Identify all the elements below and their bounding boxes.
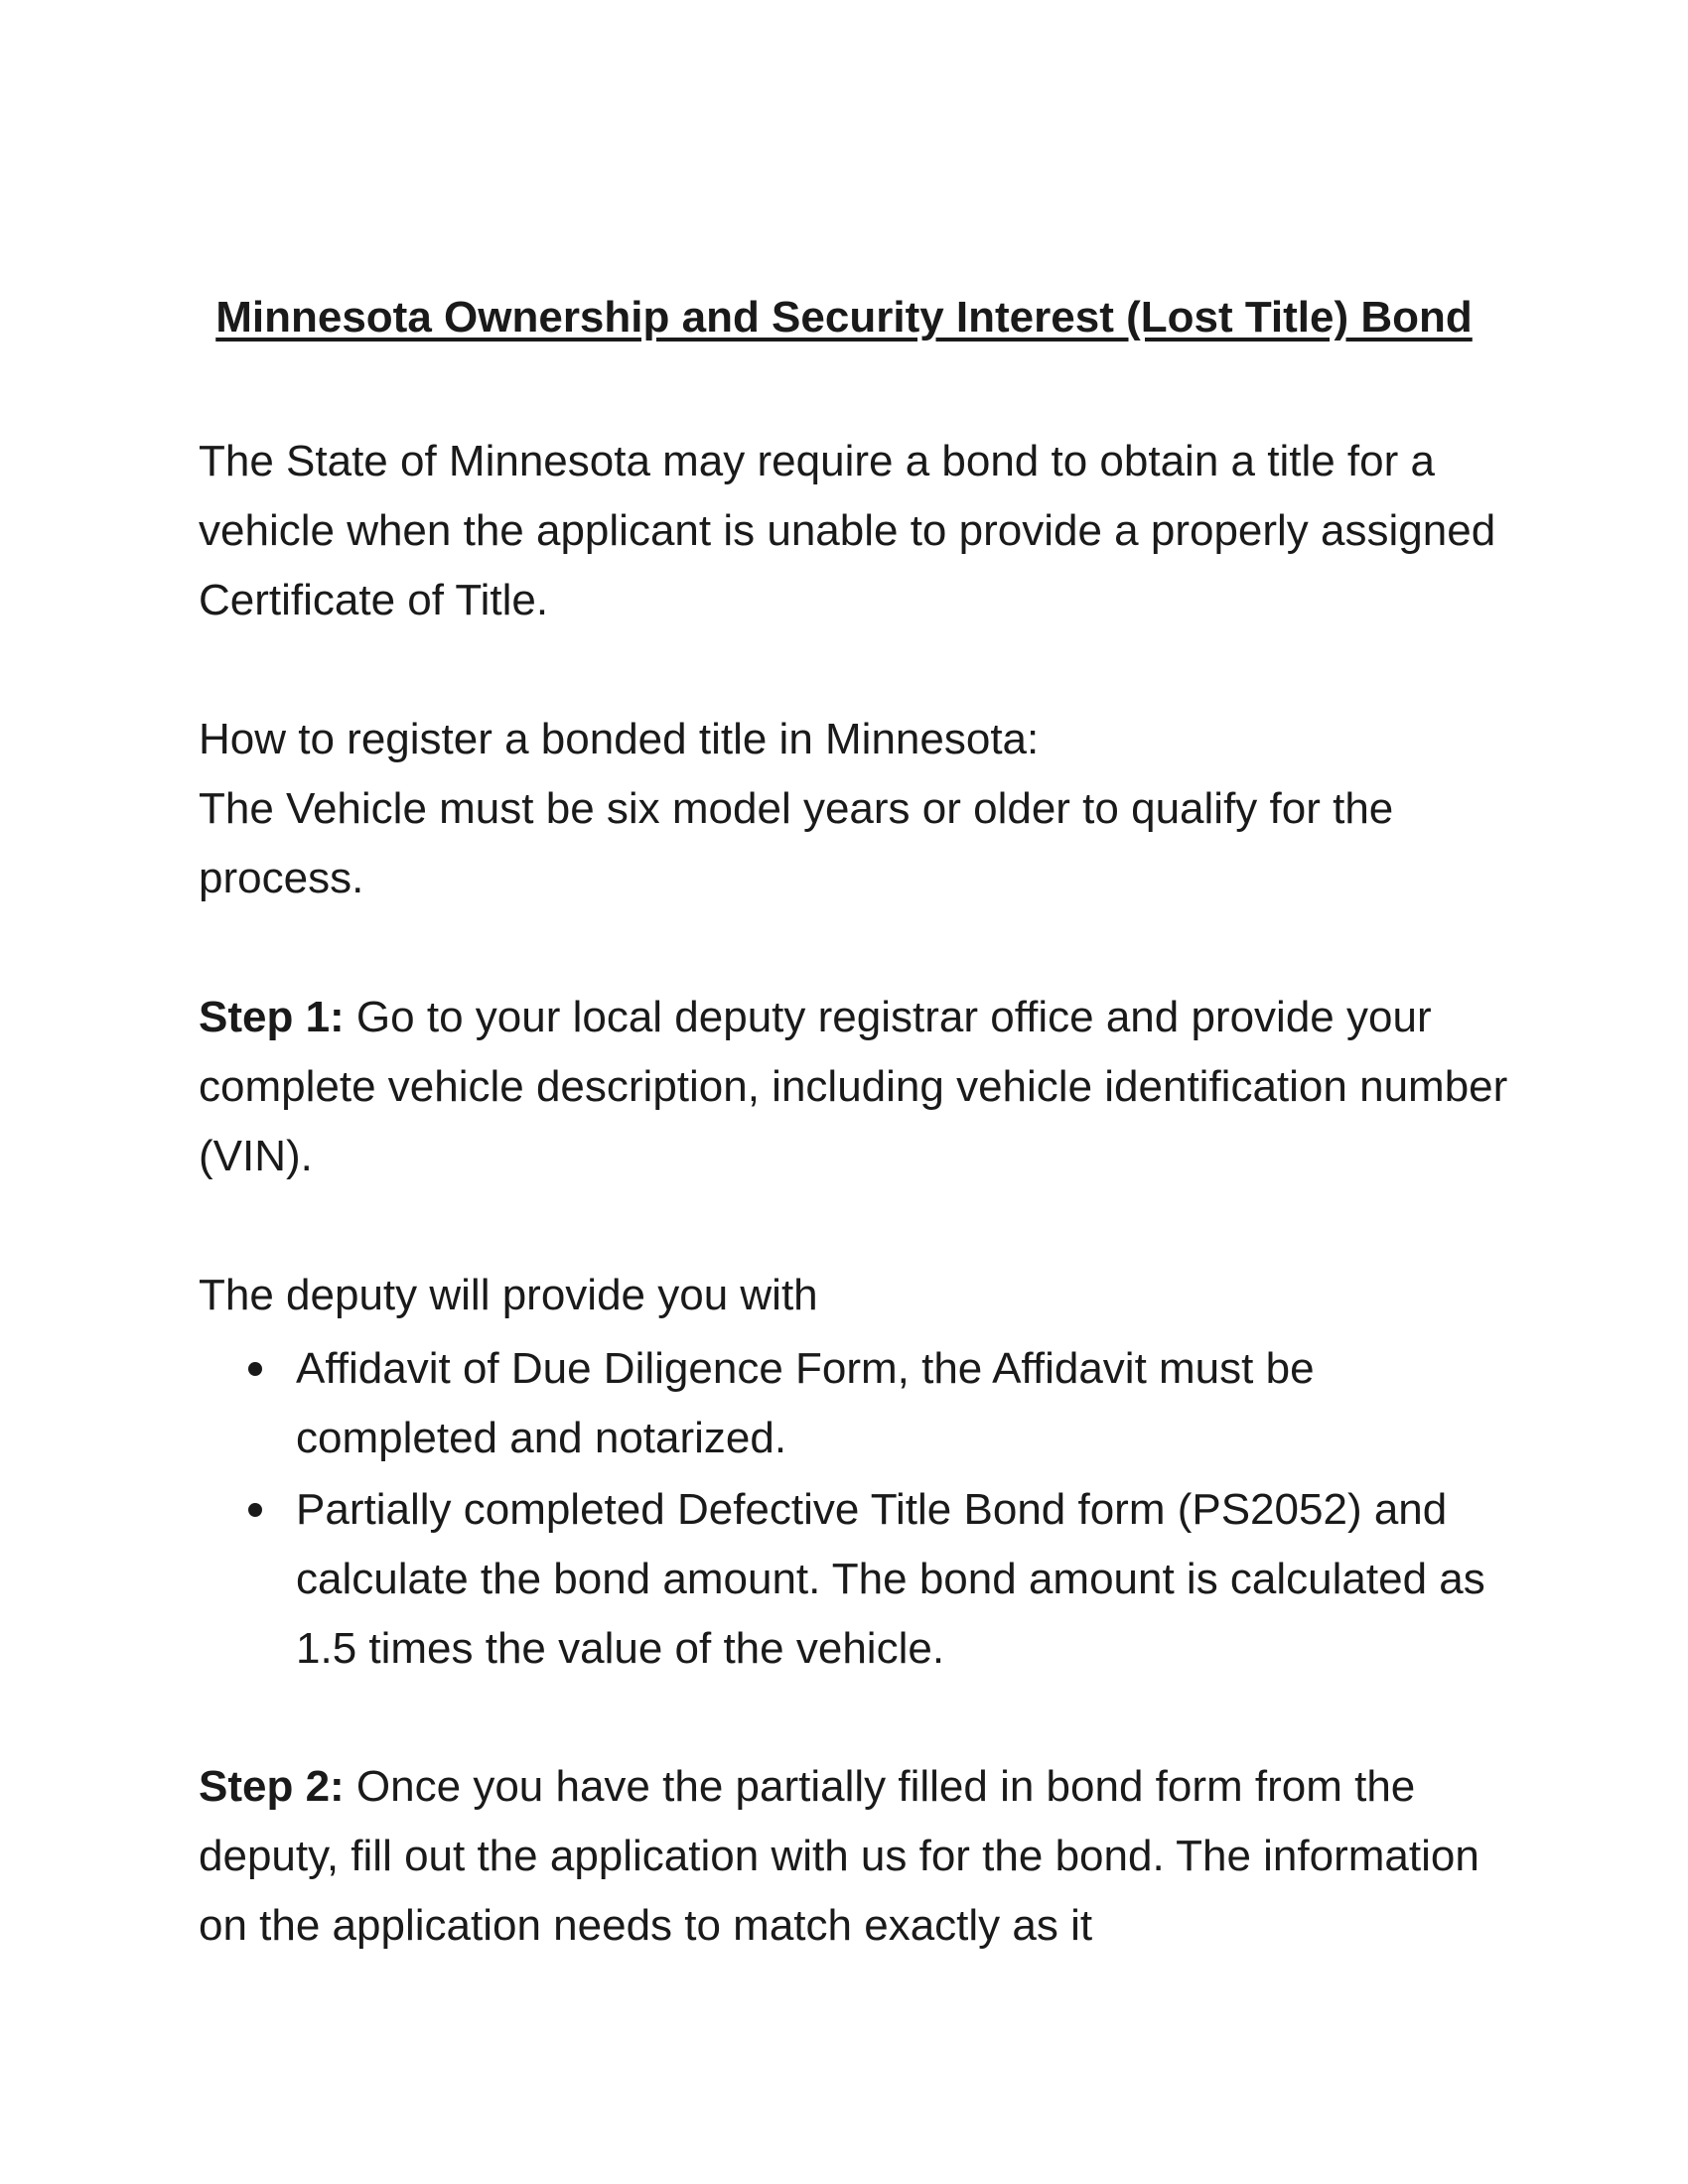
bullet-icon bbox=[248, 1362, 262, 1376]
list-item bbox=[199, 1475, 1489, 1684]
step-2-label: Step 2: bbox=[199, 1762, 345, 1811]
list-item-text: Partially completed Defective Title Bond form (PS2052) and calculate the bond amount. The bond amount is calculated as 1.5 times the value of the vehicle. bbox=[296, 1485, 1485, 1673]
step-1-text: Go to your local deputy registrar office and provide your complete vehicle description, including vehicle identification number (VIN). bbox=[199, 993, 1508, 1180]
list-item bbox=[199, 1334, 1489, 1473]
deputy-provides-list bbox=[199, 1334, 1489, 1686]
document-title: Minnesota Ownership and Security Interest (Lost Title) Bond bbox=[215, 293, 1473, 341]
list-item-text: Affidavit of Due Diligence Form, the Affidavit must be completed and notarized. bbox=[296, 1344, 1315, 1462]
step-2-paragraph bbox=[199, 1752, 1509, 1961]
how-to-text: The Vehicle must be six model years or older to qualify for the process. bbox=[199, 784, 1394, 902]
step-1-label: Step 1: bbox=[199, 993, 345, 1041]
intro-paragraph: The State of Minnesota may require a bond to obtain a title for a vehicle when the applicant is unable to provide a properly assigned Certificate of Title. bbox=[199, 437, 1496, 624]
how-to-section bbox=[199, 705, 1509, 913]
how-to-heading: How to register a bonded title in Minnesota: bbox=[199, 715, 1040, 763]
step-2-text: Once you have the partially filled in bond form from the deputy, fill out the application with us for the bond. The information on the application needs to match exactly as it bbox=[199, 1762, 1479, 1950]
step-1-paragraph bbox=[199, 983, 1509, 1191]
deputy-intro: The deputy will provide you with bbox=[199, 1271, 818, 1319]
bullet-icon bbox=[248, 1503, 262, 1517]
